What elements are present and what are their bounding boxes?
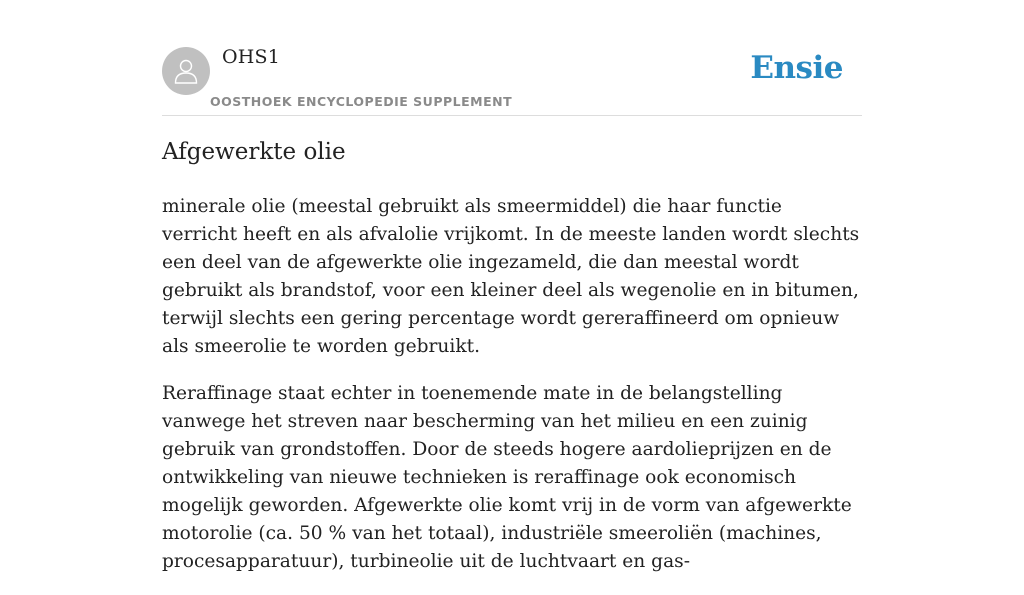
site-logo[interactable]: Ensie — [750, 50, 843, 86]
article-title: Afgewerkte olie — [162, 139, 346, 165]
avatar[interactable] — [162, 47, 210, 95]
article-body — [162, 193, 862, 595]
author-name[interactable]: OHS1 — [222, 46, 281, 68]
article-header — [162, 0, 862, 116]
source-label[interactable]: OOSTHOEK ENCYCLOPEDIE SUPPLEMENT — [210, 94, 513, 109]
article-container — [162, 0, 862, 572]
user-icon — [171, 56, 201, 86]
article-paragraph: minerale olie (meestal gebruikt als smeermiddel) die haar functie verricht heeft en als afvalolie vrijkomt. In de meeste landen wordt slechts een deel van de afgewerkte olie ingezameld, die dan meestal wordt gebruikt als brandstof, voor een kleiner deel als wegenolie en in bitumen, terwijl slechts een gering percentage wordt gereraffineerd om opnieuw als smeerolie te worden gebruikt. — [162, 196, 860, 357]
article-paragraph: Reraffinage staat echter in toenemende mate in de belangstelling vanwege het streven naar bescherming van het milieu en een zuinig gebruik van grondstoffen. Door de steeds hogere aardolieprijzen en de ontwikkeling van nieuwe technieken is reraffinage ook economisch mogelijk geworden. Afgewerkte olie komt vrij in de vorm van afgewerkte motorolie (ca. 50 % van het totaal), industriële smeeroliën (machines, procesapparatuur), turbineolie uit de luchtvaart en gas- — [162, 383, 852, 572]
